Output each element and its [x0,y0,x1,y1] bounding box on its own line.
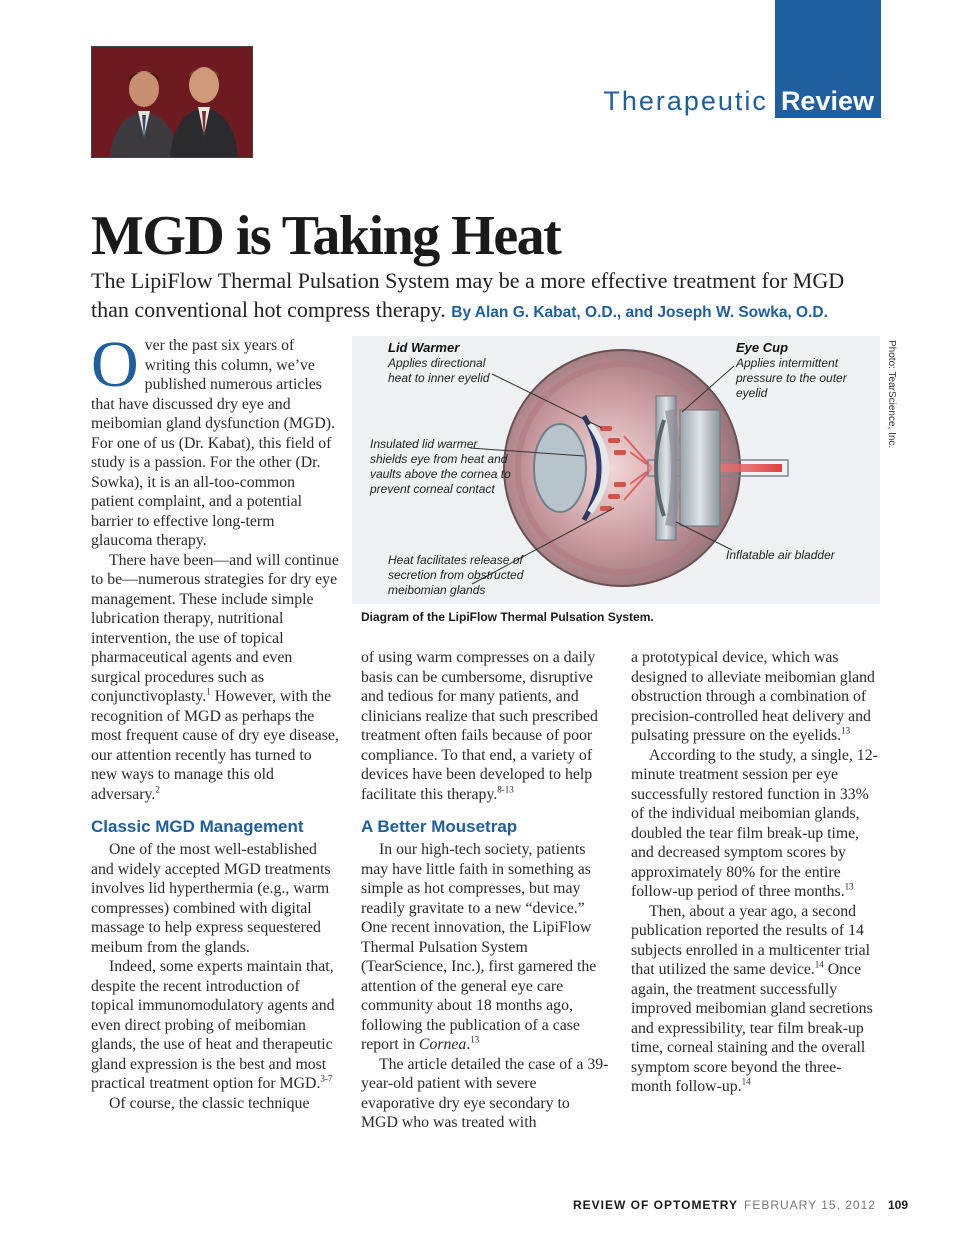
page-number: 109 [887,1198,908,1212]
label-heat-line: secretion from obstructed [388,568,524,582]
photo-credit: Photo: TearScience, Inc. [886,340,897,449]
section-name: Therapeutic [603,86,768,116]
issue-date: FEBRUARY 15, 2012 [744,1198,876,1212]
citation: 2 [155,784,160,795]
label-insulated-line: prevent corneal contact [370,482,495,496]
paragraph: The article detailed the case of a 39-year-old patient with severe evaporative dry eye secondary to MGD who was treated with [361,1055,609,1131]
paragraph [361,840,609,1055]
paragraph-text: However, with the recognition of MGD as perhaps the most frequent cause of dry eye disease, our attention recently has turned to new ways to manage this old adversary. [91,688,339,803]
label-eye-cup-line: Applies intermittent [736,356,839,370]
paragraph-text: In our high-tech society, patients may have little faith in something as simple as hot compresses, but may readily gravitate to a new “device.” One recent innovation, the LipiFlow Thermal Pulsation System (TearScience, Inc.), first garnered the attention of the general eye care community about 18 months ago, following the publication of a case report in [361,841,597,1053]
subheading: A Better Mousetrap [361,817,518,836]
paragraph [631,746,881,902]
text-column-1 [91,328,339,1113]
paragraph-text: According to the study, a single, 12-minute treatment session per eye successfully restored function in 33% of the individual meibomian glands, doubled the tear film break-up time, and decreased symptom scores by approximately 80% for the entire follow-up period of three months. [631,746,878,900]
text-column-2 [361,648,609,1133]
paragraph-text: Then, about a year ago, a second publication reported the results of 14 subjects enrolled in a multicenter trial that utilized the same device. [631,902,871,978]
citation: 3-7 [320,1073,333,1084]
label-eye-cup-line: eyelid [736,386,768,400]
label-heat-line: meibomian glands [388,583,486,597]
deck-text: The LipiFlow Thermal Pulsation System may be a more effective treatment for MGD than conventional hot compress therapy. [91,268,845,322]
paragraph [91,328,339,551]
page-footer [573,1198,908,1212]
paragraph [631,902,881,1097]
figure-caption: Diagram of the LipiFlow Thermal Pulsation System. [361,610,654,624]
authors-photo [91,46,253,158]
label-heat-line: Heat facilitates release of [388,553,523,567]
subheading: Classic MGD Management [91,817,304,836]
paragraph-text: . [466,1036,471,1053]
section-name-highlight: Review [777,84,878,118]
journal-name: REVIEW OF OPTOMETRY [572,1198,738,1212]
paragraph [91,551,339,805]
citation: 1 [206,686,211,697]
label-air-bladder: Inflatable air bladder [726,548,835,562]
paragraph-text: of using warm compresses on a daily basis can be cumbersome, disruptive and tedious for many patients, and clinicians realize that such prescribed treatment often fails because of poor compliance. To that end, a variety of devices have been developed to help facilitate this therapy. [361,649,598,803]
article-title: MGD is Taking Heat [91,205,561,267]
lipiflow-diagram [352,336,880,604]
label-insulated-line: shields eye from heat and [370,452,508,466]
text-column-3 [631,648,881,1097]
label-eye-cup-title: Eye Cup [736,340,789,355]
article-deck [91,266,881,327]
citation: 13 [844,881,854,892]
paragraph: Of course, the classic technique [109,1094,310,1112]
citation: 13 [470,1034,480,1045]
label-eye-cup-line: pressure to the outer [736,371,847,385]
label-lid-warmer-line: Applies directional [388,356,486,370]
paragraph-text: Once again, the treatment successfully improved meibomian gland secretions and expressibility, tear film break-up time, corneal staining and the overall symptom score beyond the three-month follow-up. [631,961,873,1095]
paragraph-text: a prototypical device, which was designed to alleviate meibomian gland obstruction through a combination of precision-controlled heat delivery and pulsating pressure on the eyelids. [631,649,875,744]
paragraph: One of the most well-established and widely accepted MGD treatments involves lid hyperthermia (e.g., warm compresses) combined with digital massage to help express sequestered meibum from the glands. [91,841,331,956]
journal-name: Cornea [418,1036,467,1053]
citation: 14 [741,1076,751,1087]
paragraph [631,648,881,746]
label-insulated-line: vaults above the cornea to [370,467,511,481]
paragraph-text: There have been—and will continue to be—numerous strategies for dry eye management. These include simple lubrication therapy, nutritional intervention, the use of topical pharmaceutical agents and even surgical procedures such as conjunctivoplasty. [91,551,339,705]
paragraph-text: ver the past six years of writing this column, we’ve published numerous articles that have discussed dry eye and meibomian gland dysfunction (MGD). For one of us (Dr. Kabat), this field of study is a passion. For the other (Dr. Sowka), it is an all-too-common patient complaint, and a potential barrier to effective long-term glaucoma therapy. [91,337,335,549]
paragraph [91,957,339,1094]
paragraph-text: Indeed, some experts maintain that, despite the recent introduction of topical immunomodulatory agents and even direct probing of meibomian glands, the use of heat and therapeutic gland expression is the best and most practical treatment option for MGD. [91,958,335,1092]
paragraph [361,648,609,804]
section-label [603,84,878,118]
citation: 14 [814,959,824,970]
byline: By Alan G. Kabat, O.D., and Joseph W. Sowka, O.D. [451,304,828,321]
citation: 8-13 [497,784,514,795]
label-lid-warmer-line: heat to inner eyelid [388,371,490,385]
drop-cap: O [91,328,139,401]
citation: 13 [841,725,851,736]
label-insulated-line: Insulated lid warmer [370,437,478,451]
label-lid-warmer-title: Lid Warmer [388,340,460,355]
